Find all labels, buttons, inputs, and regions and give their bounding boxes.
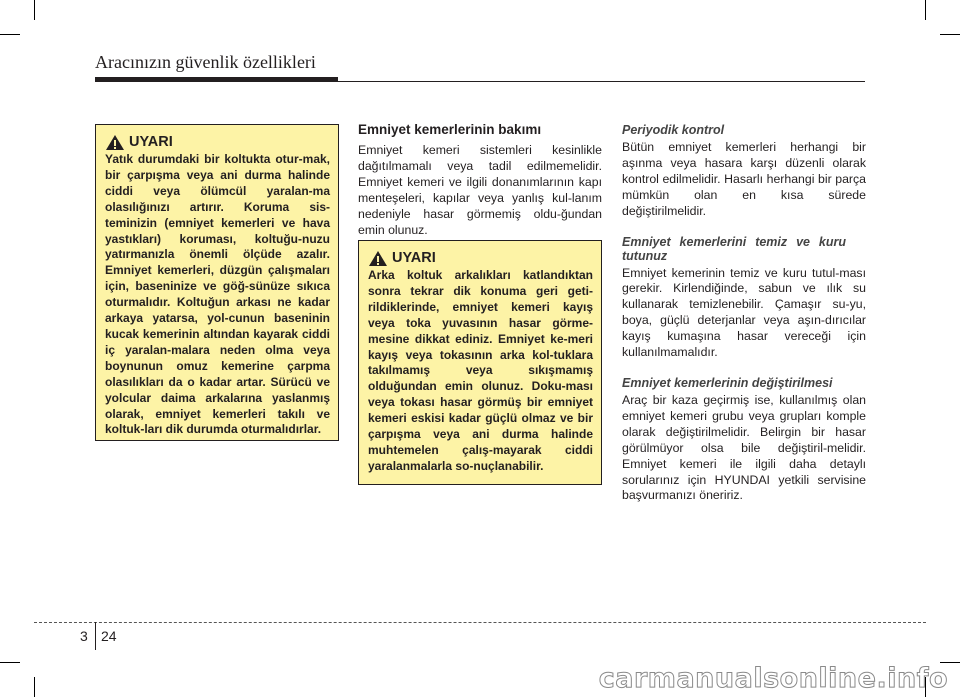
warning-triangle-icon xyxy=(368,250,388,267)
crop-mark xyxy=(0,662,20,663)
belt-care-paragraph: Emniyet kemeri sistemleri kesinlikle dağıtılmamalı veya tadil edilmemelidir. Emniyet kemeri ve ilgili donanımlarının kapı menteşeleri, kapılar veya yanlış kul-lanım nedeniyle hasar görmemiş oldu-ğundan emin olunuz. xyxy=(358,143,602,237)
replacement-paragraph: Araç bir kaza geçirmiş ise, kullanılmış olan emniyet kemeri grubu veya grupları komple olarak değiştirilmelidir. Belirgin bir hasar görülmüyor olsa bile değiştiril-melidir. Emniyet kemeri ile ilgili daha detaylı sorularınız için HYUNDAI yetkili servisine başvurmanızı öneririz. xyxy=(622,392,866,503)
crop-mark xyxy=(0,34,20,35)
crop-mark xyxy=(34,677,35,697)
watermark-logo: carmanualsonline.info xyxy=(598,663,948,694)
section-heading-replacement: Emniyet kemerlerinin değiştirilmesi xyxy=(622,375,833,390)
warning-header xyxy=(105,133,330,151)
crop-mark xyxy=(34,0,35,20)
warning-text: Yatık durumdaki bir koltukta otur-mak, bir çarpışma veya ani durma halinde ciddi veya ölümcül yaralan-ma olasılığınızı artırır. Koruma sis-teminizin (emniyet kemerleri ve hava yastıkları) koruması, koltuğu-nuzu yatırmanızla önemli ölçüde azalır. Emniyet kemerleri, düzgün çalışmaları için, baseninize ve göğ-sünüze sıkıca oturmalıdır. Koltuğun arkası ne kadar arkaya yatarsa, yol-cunun baseninin kucak kemerinin altından kayarak ciddi iç yaralan-malara neden olma veya boynunun omuz kemerine çarpma olasılıkları da o kadar artar. Sürücü ve yolcular daima arkalarına yaslanmış olarak, emniyet kemerleri takılı ve koltuk-ları dik durumda oturmalıdırlar. xyxy=(105,152,330,437)
chapter-number: 3 xyxy=(80,628,88,644)
section-heading-belt-care: Emniyet kemerlerinin bakımı xyxy=(358,122,542,137)
page-header-title: Aracınızın güvenlik özellikleri xyxy=(95,52,316,72)
header-rule xyxy=(95,81,865,82)
warning-title: UYARI xyxy=(129,134,173,150)
keep-clean-paragraph: Emniyet kemerinin temiz ve kuru tutul-ması gerekir. Kirlendiğinde, sabun ve ılık su kullanarak temizlenebilir. Çamaşır su-yu, boya, güçlü deterjanlar veya aşın-dırıcılar kayış kumaşına hasar vereceği için kullanılmamalıdır. xyxy=(622,265,866,360)
warning-title: UYARI xyxy=(392,250,436,266)
page-number-divider xyxy=(95,622,96,650)
section-heading-keep-clean: Emniyet kemerlerini temiz ve kuru tutunuz xyxy=(622,234,846,263)
crop-mark xyxy=(925,0,926,20)
crop-mark xyxy=(940,34,960,35)
footer-rule xyxy=(34,622,926,623)
warning-box-rear-seat xyxy=(358,240,602,485)
right-column xyxy=(622,123,866,519)
page-number: 24 xyxy=(101,628,117,644)
warning-triangle-icon xyxy=(105,134,125,151)
warning-box-reclined-seat xyxy=(95,124,339,441)
middle-column xyxy=(358,121,602,238)
warning-text: Arka koltuk arkalıkları katlandıktan sonra tekrar dik konuma geri geti-rildiklerinde, emniyet kemeri kayış veya toka yuvasının hasar görme-mesine dikkat ediniz. Emniyet ke-meri kayış veya tokasının arka kol-tuklara takılmamış veya sıkışmamış olduğundan emin olunuz. Doku-ması veya tokası hasar görmüş bir emniyet kemeri eskisi kadar güçlü olmaz ve bir çarpışma veya ani durma halinde muhtemelen çalış-mayarak ciddi yaralanmalarla so-nuçlanabilir. xyxy=(368,268,593,473)
section-heading-periodic-check: Periyodik kontrol xyxy=(622,123,725,137)
periodic-check-paragraph: Bütün emniyet kemerleri herhangi bir aşınma veya hasara karşı düzenli olarak kontrol edilmelidir. Hasarlı herhangi bir parça mümkün olan en kısa sürede değiştirilmelidir. xyxy=(622,140,866,218)
warning-header xyxy=(368,249,593,267)
